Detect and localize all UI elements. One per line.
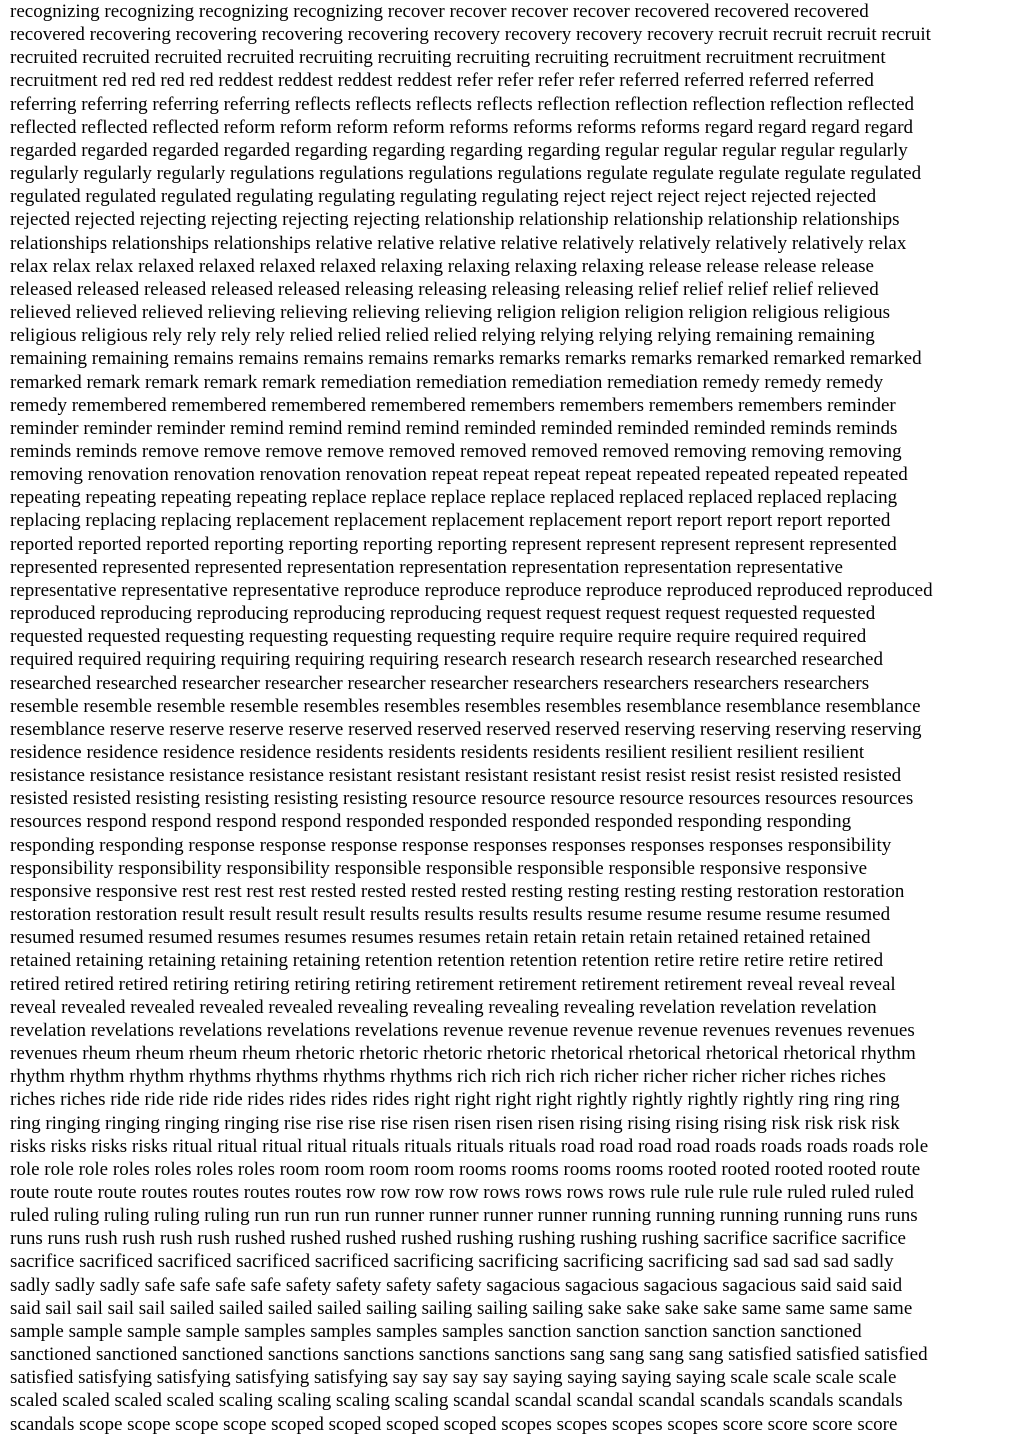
- text-line: rejected rejected rejecting rejecting rejecting rejecting relationship relationship relationship relationship relationships: [10, 209, 900, 231]
- text-line: revenues rheum rheum rheum rheum rhetoric rhetoric rhetoric rhetoric rhetorical rhetorical rhetorical rhetorical rhythm: [10, 1043, 916, 1065]
- text-line: reminds reminds remove remove remove remove removed removed removed removed removing removing removing: [10, 440, 902, 462]
- text-line: responsive responsive rest rest rest rest rested rested rested rested resting resting resting resting restoration restoration: [10, 880, 905, 902]
- text-line: rhythm rhythm rhythm rhythms rhythms rhythms rhythms rich rich rich rich richer richer richer richer riches riches: [10, 1066, 886, 1088]
- text-line: released released released released released releasing releasing releasing releasing relief relief relief relief relieved: [10, 278, 879, 300]
- text-line: religious religious rely rely rely rely relied relied relied relied relying relying relying relying remaining remaining: [10, 325, 875, 347]
- text-line: referring referring referring referring reflects reflects reflects reflects reflection reflection reflection reflection reflected: [10, 93, 915, 115]
- text-line: regularly regularly regularly regulations regulations regulations regulations regulate regulate regulate regulate regulated: [10, 163, 922, 185]
- text-line: reveal revealed revealed revealed revealed revealing revealing revealing revealing revelation revelation revelation: [10, 996, 877, 1018]
- text-line: regulated regulated regulated regulating regulating regulating regulating reject reject reject reject rejected rejected: [10, 186, 877, 208]
- text-line: researched researched researcher researcher researcher researcher researchers researchers researchers researchers: [10, 672, 870, 694]
- text-line: sadly sadly sadly safe safe safe safe safety safety safety safety sagacious sagacious sagacious sagacious said said said: [10, 1274, 903, 1296]
- text-line: repeating repeating repeating repeating replace replace replace replace replaced replaced replaced replaced replacing: [10, 487, 898, 509]
- text-line: responding responding response response response response responses responses responses responses responsibility: [10, 834, 892, 856]
- text-line: role role role roles roles roles roles room room room room rooms rooms rooms rooms rooted rooted rooted rooted route: [10, 1158, 921, 1180]
- text-line: relationships relationships relationships relative relative relative relative relatively relatively relatively relatively relax: [10, 232, 907, 254]
- text-line: responsibility responsibility responsibility responsible responsible responsible responsible responsive responsive: [10, 857, 868, 879]
- text-line: riches riches ride ride ride ride rides rides rides rides right right right right rightly rightly rightly rightly ring ring ring: [10, 1089, 900, 1111]
- text-line: relax relax relax relaxed relaxed relaxed relaxed relaxing relaxing relaxing relaxing release release release release: [10, 255, 874, 277]
- text-line: risks risks risks risks ritual ritual ritual ritual rituals rituals rituals rituals road road road road roads roads roads roads role: [10, 1135, 929, 1157]
- text-line: satisfied satisfying satisfying satisfying satisfying say say say say saying saying saying saying scale scale scale scale: [10, 1367, 897, 1389]
- text-line: recovered recovering recovering recovering recovering recovery recovery recovery recovery recruit recruit recruit recruit: [10, 24, 931, 46]
- text-line: retained retaining retaining retaining retaining retention retention retention retention retire retire retire retire retired: [10, 950, 884, 972]
- text-line: said sail sail sail sail sailed sailed sailed sailed sailing sailing sailing sailing sake sake sake sake same same same same: [10, 1297, 913, 1319]
- text-line: regarded regarded regarded regarded regarding regarding regarding regarding regular regular regular regular regularly: [10, 139, 908, 161]
- text-line: revelation revelations revelations revelations revelations revenue revenue revenue revenue revenues revenues revenues: [10, 1019, 915, 1041]
- text-line: reported reported reported reporting reporting reporting reporting represent represent represent represent represented: [10, 533, 897, 555]
- text-line: resources respond respond respond respond responded responded responded responded responding responding: [10, 811, 852, 833]
- text-line: resisted resisted resisting resisting resisting resisting resource resource resource resource resources resources resources: [10, 788, 914, 810]
- text-line: representative representative representative reproduce reproduce reproduce reproduce reproduced reproduced reproduced: [10, 579, 933, 601]
- text-line: required required requiring requiring requiring requiring research research research research researched researched: [10, 649, 883, 671]
- text-line: represented represented represented representation representation representation representation representative: [10, 556, 843, 578]
- text-line: reflected reflected reflected reform reform reform reform reforms reforms reforms reforms regard regard regard regard: [10, 116, 914, 138]
- text-line: resistance resistance resistance resistance resistant resistant resistant resistant resist resist resist resist resisted resisted: [10, 765, 902, 787]
- text-line: sample sample sample sample samples samples samples samples sanction sanction sanction sanction sanctioned: [10, 1320, 862, 1342]
- text-line: resumed resumed resumed resumes resumes resumes resumes retain retain retain retain retained retained retained: [10, 927, 871, 949]
- text-line: recognizing recognizing recognizing recognizing recover recover recover recover recovered recovered recovered: [10, 1, 869, 22]
- document-body: [10, 0, 1020, 1436]
- text-line: residence residence residence residence residents residents residents residents resilient resilient resilient resilient: [10, 742, 865, 763]
- text-line: recruitment red red red red reddest reddest reddest reddest refer refer refer refer referred referred referred referred: [10, 70, 874, 92]
- text-line: resemble resemble resemble resemble resembles resembles resembles resembles resemblance resemblance resemblance: [10, 695, 921, 717]
- text-line: scaled scaled scaled scaled scaling scaling scaling scaling scandal scandal scandal scandal scandals scandals scandals: [10, 1390, 903, 1412]
- text-line: recruited recruited recruited recruited recruiting recruiting recruiting recruiting recruitment recruitment recruitment: [10, 47, 886, 69]
- text-line: runs runs rush rush rush rush rushed rushed rushed rushed rushing rushing rushing rushing sacrifice sacrifice sacrifice: [10, 1228, 906, 1250]
- text-line: ring ringing ringing ringing ringing rise rise rise rise risen risen risen risen rising rising rising rising risk risk risk risk: [10, 1112, 900, 1134]
- text-line: restoration restoration result result result result results results results results resume resume resume resume resumed: [10, 904, 891, 926]
- text-line: removing renovation renovation renovation renovation repeat repeat repeat repeat repeated repeated repeated repeated: [10, 464, 908, 486]
- text-line: remedy remembered remembered remembered remembered remembers remembers remembers remembers reminder: [10, 394, 896, 416]
- text-line: remaining remaining remains remains remains remains remarks remarks remarks remarks remarked remarked remarked: [10, 348, 922, 370]
- text-line: route route route routes routes routes routes row row row row rows rows rows rows rule rule rule rule ruled ruled ruled: [10, 1181, 914, 1203]
- text-line: sanctioned sanctioned sanctioned sanctions sanctions sanctions sanctions sang sang sang sang satisfied satisfied satisfied: [10, 1344, 928, 1366]
- text-line: requested requested requesting requesting requesting requesting require require require require required required: [10, 626, 867, 648]
- text-line: relieved relieved relieved relieving relieving relieving relieving religion religion religion religion religious religious: [10, 302, 891, 324]
- text-line: retired retired retired retiring retiring retiring retiring retirement retirement retirement retirement reveal reveal reveal: [10, 973, 896, 995]
- text-line: ruled ruling ruling ruling ruling run run run run runner runner runner runner running running running running runs runs: [10, 1205, 918, 1227]
- text-line: replacing replacing replacing replacement replacement replacement replacement report report report report reported: [10, 510, 891, 532]
- text-line: sacrifice sacrificed sacrificed sacrificed sacrificed sacrificing sacrificing sacrificing sacrificing sad sad sad sad sadly: [10, 1251, 894, 1273]
- text-line: resemblance reserve reserve reserve reserve reserved reserved reserved reserved reserving reserving reserving reserving: [10, 718, 922, 740]
- text-line: scandals scope scope scope scope scoped scoped scoped scoped scopes scopes scopes scopes score score score score: [10, 1413, 898, 1435]
- text-line: remarked remark remark remark remark remediation remediation remediation remediation remedy remedy remedy: [10, 371, 884, 393]
- text-line: reminder reminder reminder remind remind remind remind reminded reminded reminded reminded reminds reminds: [10, 417, 898, 439]
- text-line: reproduced reproducing reproducing reproducing reproducing request request request request requested requested: [10, 603, 876, 625]
